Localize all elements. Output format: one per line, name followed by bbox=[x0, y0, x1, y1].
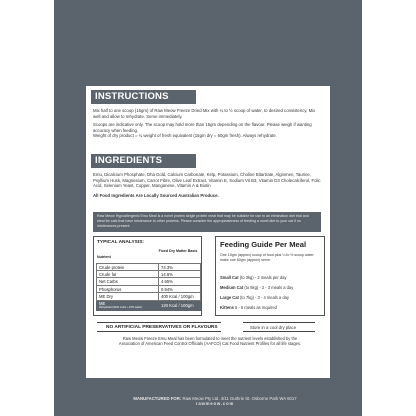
feeding-line-label: Kittens bbox=[220, 305, 234, 310]
ingredients-heading: INGREDIENTS bbox=[91, 154, 196, 168]
nutrient-name bbox=[96, 301, 158, 311]
manufacturer-company: Raw Meow Pty Ltd. 4/11 Guthrie St. Osborne Park WA 6017 bbox=[182, 396, 297, 401]
instructions-text bbox=[93, 108, 323, 142]
no-preservatives-note: NO ARTIFICIAL PRESERVATIVES OR FLAVOURS bbox=[97, 322, 221, 332]
nutrient-name: Net Carbs bbox=[96, 278, 158, 286]
feeding-line bbox=[220, 275, 286, 280]
table-row bbox=[96, 286, 201, 294]
nutrient-value: 0.94% bbox=[158, 286, 201, 294]
analysis-col-basis: Fixed Dry Matter Basis bbox=[158, 249, 198, 253]
me-sublabel: Rehydrated (60% moist + 10% water) bbox=[99, 306, 143, 310]
manufacturer-label: MANUFACTURED FOR: bbox=[133, 396, 182, 401]
website-link[interactable]: rawmeow.com bbox=[195, 401, 235, 407]
table-row bbox=[96, 271, 201, 279]
nutrient-name: Crude fat bbox=[96, 271, 158, 279]
me-label: ME bbox=[99, 300, 106, 306]
ingredients-list: Emu, Dicalcium Phosphate, Dha Gold, Calcium Carbonate, Kelp, Potassium, Choline Bitartrate, Alginmen, Taurine, Psyllium Husk, Magnesium, Carrot Fibre, Olive Leaf Extract, Vitamin E, Sodium Vit B3, Vitamin D3 Cholecalciferol, Folic Acid, Selenium Yeast, Copper, Manganese, Vitamin A & Biotin bbox=[93, 172, 321, 189]
table-row bbox=[96, 278, 201, 286]
ingredients-australian: All Food Ingredients Are Locally Sourced Australian Produce. bbox=[93, 192, 219, 198]
feeding-line bbox=[220, 295, 289, 300]
instructions-p2: Scoops are indicative only. The scoop may hold more than 15gm depending on the flavour. Please weigh if wanting accuracy when feeding. bbox=[93, 122, 312, 133]
nutrient-name: Phosphorus bbox=[96, 286, 158, 294]
table-row bbox=[96, 293, 201, 301]
typical-analysis-box bbox=[93, 236, 202, 316]
feeding-line-label: Small Cat bbox=[220, 275, 239, 280]
instructions-heading: INSTRUCTIONS bbox=[91, 90, 196, 104]
nutrient-value: 400 Kcal / 100gm bbox=[158, 293, 201, 301]
table-row-me-rehydrated bbox=[96, 301, 201, 311]
analysis-table bbox=[96, 263, 201, 311]
feeding-guide-title: Feeding Guide Per Meal bbox=[220, 240, 307, 249]
feeding-line-detail: (to 7kg) - 3 - 4 meals a day bbox=[240, 295, 289, 300]
ingredients-text bbox=[93, 172, 323, 201]
feeding-line-detail: (to 5kg) - 2 - 3 meals a day bbox=[244, 285, 294, 290]
nutrient-value: 14.6% bbox=[158, 271, 201, 279]
nutrient-name: ME Dry bbox=[96, 293, 158, 301]
nutrient-value: 4.65% bbox=[158, 278, 201, 286]
instructions-p1: Mix half to one scoop (15gm) of Raw Meow Freeze Dried Mix with ¼ to ½ scoop of water, to desired consistency. Mix well and allow to rehydrate. Serve immediately. bbox=[93, 108, 316, 119]
instructions-p3: Weight of dry product = ¼ weight of fresh equivalent (15gm dry = 60gm fresh). Always rehydrate. bbox=[93, 133, 277, 139]
table-row bbox=[96, 263, 201, 271]
feeding-line bbox=[220, 305, 277, 310]
novel-protein-notice: Raw Meow Hypoallergenic Emu Meal is a novel protein single protein meal that may be suitable for use in an elimination diet trial and ideal for cats that have intolerance to other proteins. Please consider the appropriateness of feeding a novel diet to your cat if no intolerances present. bbox=[93, 212, 321, 232]
nutrient-value: 74.3% bbox=[158, 263, 201, 271]
analysis-col-nutrient: Nutrient bbox=[97, 255, 111, 259]
feeding-line bbox=[220, 285, 293, 290]
feeding-line-detail: 5 - 6 meals as required bbox=[235, 305, 277, 310]
nutrient-name: Crude protein bbox=[96, 263, 158, 271]
feeding-line-detail: (to 3kg) - 2 meals per day bbox=[239, 275, 287, 280]
storage-note: Store in a cool dry place bbox=[243, 322, 315, 332]
manufacturer-footer bbox=[95, 396, 335, 407]
aafco-statement: Raw Meow Freeze Emu Meal has been formulated to meet the nutrient levels established by the Association of American Feed Control Officials (AAFCO) Cat Food Nutrient Profiles for all life stages. bbox=[118, 336, 302, 346]
nutrient-value: 120 Kcal / 100gm bbox=[158, 301, 201, 311]
feeding-line-label: Large Cat bbox=[220, 295, 239, 300]
feeding-line-label: Medium Cat bbox=[220, 285, 244, 290]
feeding-guide-intro: One 15gm (approx) scoop of food plus ¼ to ½ scoop water make one 60gm (approx) serve. bbox=[220, 253, 314, 262]
feeding-guide-box bbox=[215, 236, 325, 316]
analysis-title: TYPICAL ANALYSIS: bbox=[97, 240, 144, 245]
